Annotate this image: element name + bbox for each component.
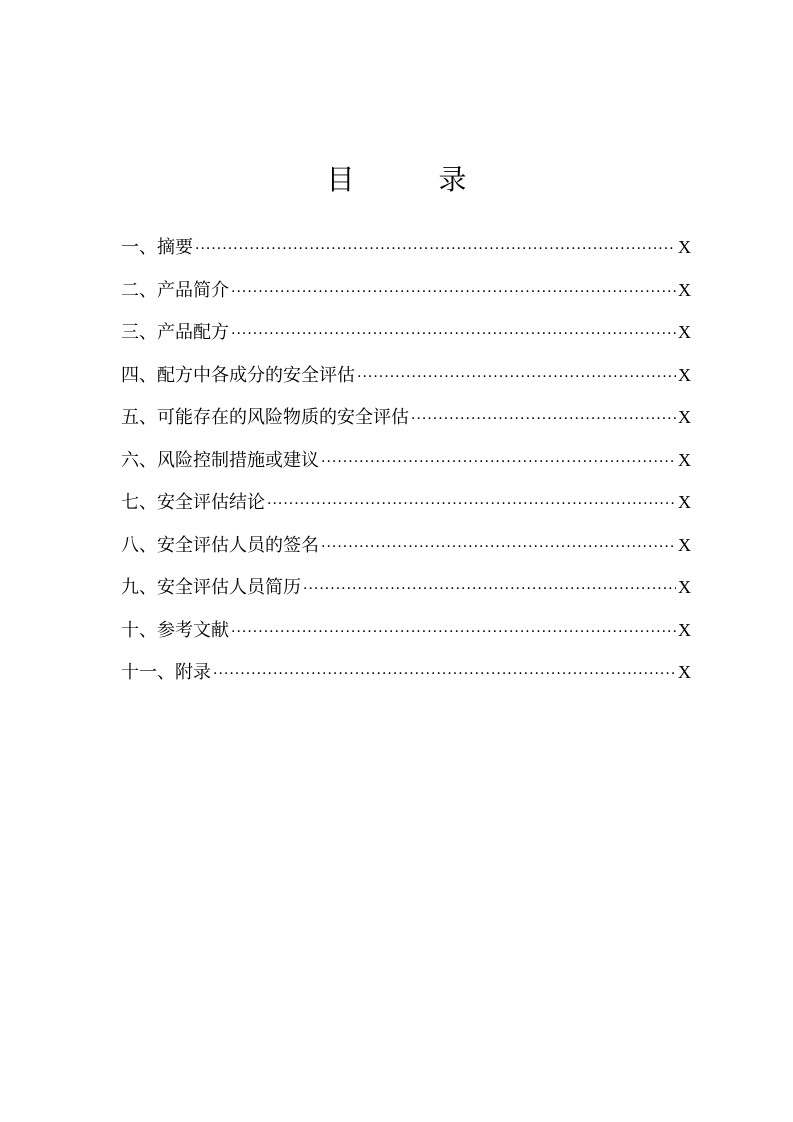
dot-leader <box>231 611 676 654</box>
table-of-contents <box>121 226 691 694</box>
toc-entry-label: 三、产品配方 <box>121 322 229 343</box>
dot-leader <box>411 398 676 441</box>
toc-entry-label: 五、可能存在的风险物质的安全评估 <box>121 407 409 428</box>
toc-entry-risk-control[interactable] <box>121 439 691 482</box>
toc-entry-label: 七、安全评估结论 <box>121 492 265 513</box>
dot-leader <box>195 228 676 271</box>
toc-title: 目 录 <box>326 163 495 196</box>
toc-page-number: X <box>678 407 691 427</box>
dot-leader <box>231 313 676 356</box>
toc-page-number: X <box>678 449 691 470</box>
toc-page-number: X <box>678 322 691 342</box>
toc-page-number: X <box>678 237 691 257</box>
toc-page-number: X <box>678 279 691 300</box>
toc-entry-label: 六、风险控制措施或建议 <box>121 449 319 471</box>
toc-entry-formula[interactable] <box>121 311 691 354</box>
dot-leader <box>231 271 676 314</box>
dot-leader <box>267 483 676 526</box>
dot-leader <box>213 653 676 696</box>
dot-leader <box>321 526 676 569</box>
toc-entry-resume[interactable] <box>121 566 691 609</box>
toc-entry-label: 四、配方中各成分的安全评估 <box>121 364 355 386</box>
toc-entry-conclusion[interactable] <box>121 481 691 524</box>
toc-page-number: X <box>678 577 691 597</box>
toc-page-number: X <box>678 619 691 640</box>
toc-page-number: X <box>678 662 691 682</box>
toc-entry-label: 十一、附录 <box>121 662 211 683</box>
toc-entry-abstract[interactable] <box>121 226 691 269</box>
toc-entry-references[interactable] <box>121 609 691 652</box>
toc-entry-label: 一、摘要 <box>121 237 193 258</box>
toc-entry-signature[interactable] <box>121 524 691 567</box>
toc-entry-risk-substances[interactable] <box>121 396 691 439</box>
toc-entry-label: 八、安全评估人员的签名 <box>121 534 319 556</box>
toc-entry-label: 二、产品简介 <box>121 279 229 301</box>
toc-page-number: X <box>678 534 691 555</box>
toc-page-number: X <box>678 492 691 512</box>
toc-entry-ingredient-safety[interactable] <box>121 354 691 397</box>
toc-page-number: X <box>678 364 691 385</box>
toc-entry-appendix[interactable] <box>121 651 691 694</box>
dot-leader <box>321 441 676 484</box>
toc-entry-label: 十、参考文献 <box>121 619 229 641</box>
toc-entry-product-intro[interactable] <box>121 269 691 312</box>
toc-entry-label: 九、安全评估人员简历 <box>121 577 301 598</box>
dot-leader <box>303 568 676 611</box>
dot-leader <box>357 356 676 399</box>
